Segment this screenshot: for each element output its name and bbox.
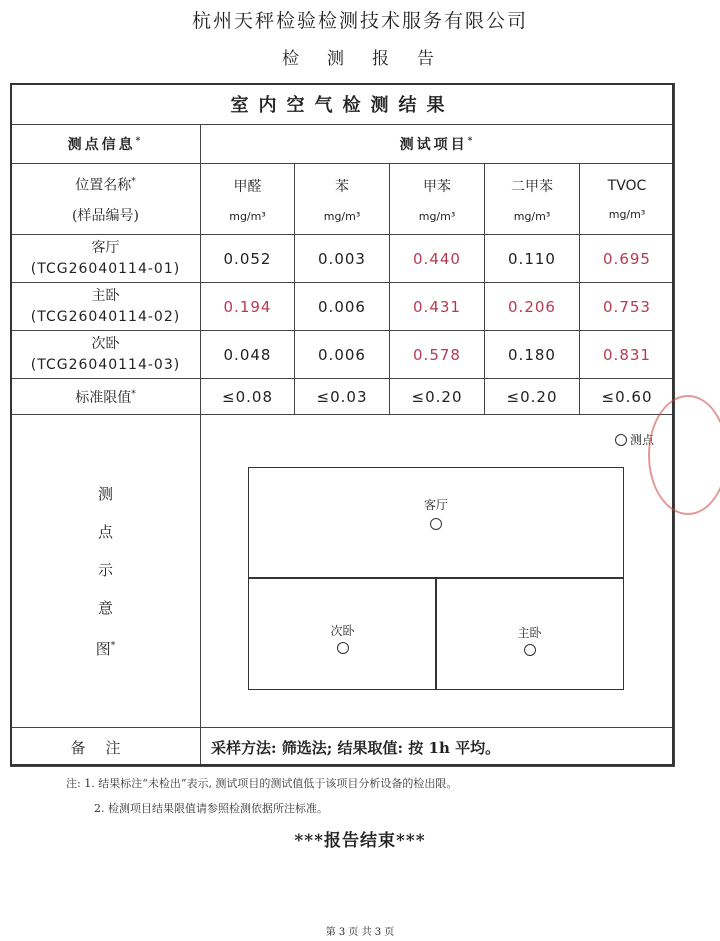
seal-stamp: [648, 395, 720, 515]
limit-label: 标准限值*: [11, 379, 201, 415]
value-cell: 0.578: [390, 331, 485, 379]
value-cell: 0.206: [485, 283, 580, 331]
col-items-header: 测试项目*: [201, 125, 675, 164]
location-cell: 次卧 (TCG26040114-03): [11, 331, 201, 379]
notes-label: 备注: [11, 728, 201, 767]
value-cell: 0.110: [485, 235, 580, 283]
room-living: [248, 467, 624, 579]
footnote-2: 2. 检测项目结果限值请参照检测依据所注标准。: [94, 802, 328, 815]
document-title: 检测报告: [282, 49, 462, 69]
sample-point-icon: [337, 642, 349, 654]
company-name: 杭州天秤检验检测技术服务有限公司: [191, 10, 528, 32]
sample-point-icon: [430, 518, 442, 530]
room-label: 客厅: [423, 498, 448, 512]
value-cell: 0.052: [201, 235, 295, 283]
limit-row: [11, 379, 675, 415]
location-cell: 主卧 (TCG26040114-02): [11, 283, 201, 331]
location-cell: 客厅 (TCG26040114-01): [11, 235, 201, 283]
value-cell: 0.006: [295, 283, 390, 331]
notes-row: [11, 728, 675, 767]
value-cell: 0.695: [580, 235, 675, 283]
col-info-header: 测点信息*: [11, 125, 201, 164]
limit-cell: ≤0.20: [485, 379, 580, 415]
value-cell: 0.753: [580, 283, 675, 331]
limit-cell: ≤0.60: [580, 379, 675, 415]
value-cell: 0.440: [390, 235, 485, 283]
room-master-bedroom: [435, 577, 624, 690]
location-header: 位置名称* (样品编号): [11, 164, 201, 235]
notes-content: 采样方法: 筛选法; 结果取值: 按 1h 平均。: [201, 728, 675, 767]
room-label: 次卧: [330, 624, 355, 638]
value-cell: 0.831: [580, 331, 675, 379]
value-cell: 0.048: [201, 331, 295, 379]
diagram-side-label: 测 点 示 意 图*: [11, 415, 201, 728]
end-mark: ***报告结束***: [294, 831, 426, 851]
value-cell: 0.006: [295, 331, 390, 379]
table-title: 室内空气检测结果: [11, 84, 675, 125]
table-row: [11, 283, 675, 331]
item-header: 二甲苯 mg/m³: [485, 164, 580, 235]
value-cell: 0.194: [201, 283, 295, 331]
limit-cell: ≤0.08: [201, 379, 295, 415]
sample-point-icon: [524, 644, 536, 656]
room-label: 主卧: [517, 626, 542, 640]
diagram-row: [11, 415, 675, 728]
limit-cell: ≤0.03: [295, 379, 390, 415]
room-second-bedroom: [248, 577, 437, 690]
legend-label: 测点: [629, 433, 654, 447]
footnote-1: 注: 1. 结果标注“未检出”表示, 测试项目的测试值低于该项目分析设备的检出限。: [66, 777, 458, 790]
floor-plan: [201, 415, 674, 727]
table-row: [11, 331, 675, 379]
item-header: 甲醛 mg/m³: [201, 164, 295, 235]
item-header: 甲苯 mg/m³: [390, 164, 485, 235]
sample-point-icon: [615, 434, 627, 446]
page-number: 第 3 页 共 3 页: [325, 927, 395, 938]
table-row: [11, 235, 675, 283]
item-header: 苯 mg/m³: [295, 164, 390, 235]
results-table: [10, 83, 675, 767]
value-cell: 0.431: [390, 283, 485, 331]
value-cell: 0.003: [295, 235, 390, 283]
limit-cell: ≤0.20: [390, 379, 485, 415]
value-cell: 0.180: [485, 331, 580, 379]
item-header: TVOC mg/m³: [580, 164, 675, 235]
